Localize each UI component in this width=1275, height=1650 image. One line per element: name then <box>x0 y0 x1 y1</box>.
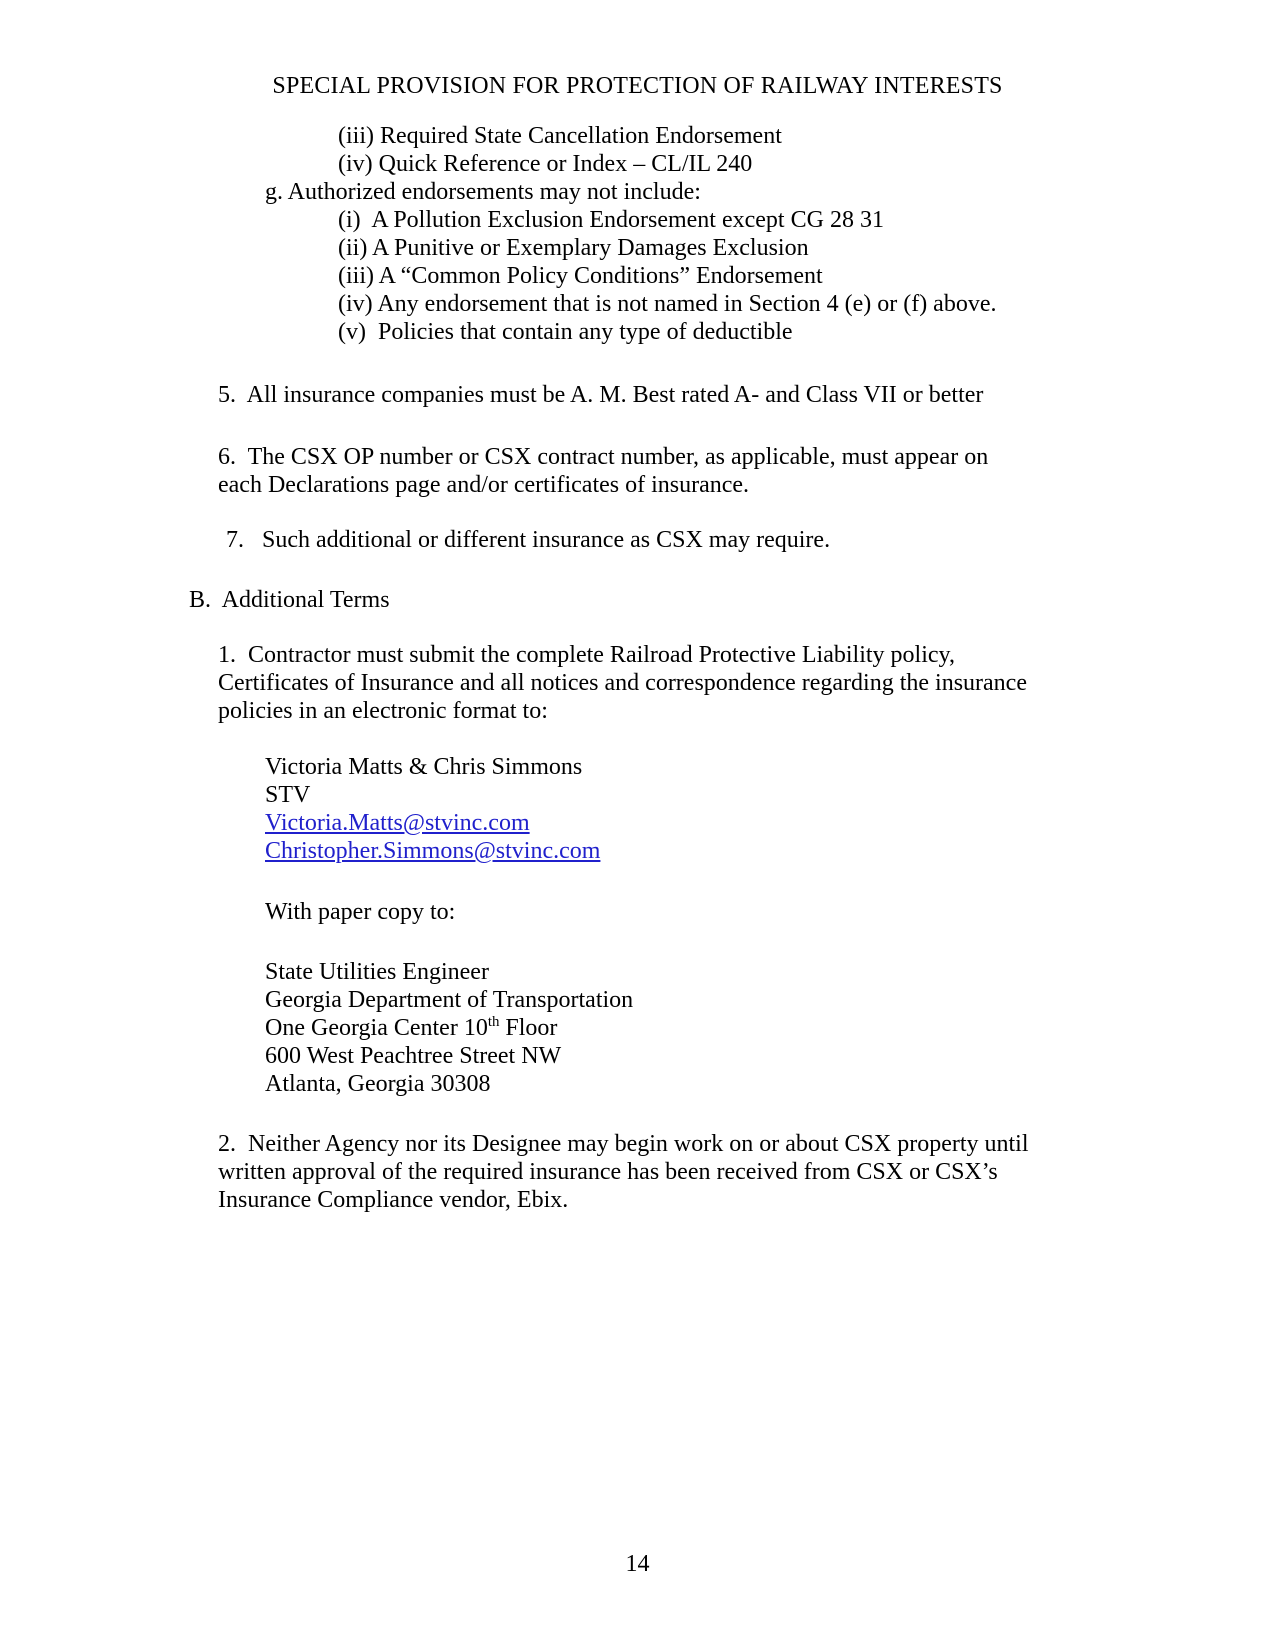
address-line: State Utilities Engineer <box>265 959 489 985</box>
list-item: (iv) Any endorsement that is not named in Section 4 (e) or (f) above. <box>338 291 997 317</box>
address-line-floor-text: Floor <box>499 1015 558 1041</box>
address-line: 600 West Peachtree Street NW <box>265 1043 562 1069</box>
address-line-floor-text: One Georgia Center 10 <box>265 1015 488 1041</box>
ordinal-suffix: th <box>487 1014 500 1030</box>
paper-copy-label: With paper copy to: <box>265 899 456 925</box>
paragraph-line: each Declarations page and/or certificates of insurance. <box>218 472 750 498</box>
paragraph-line: written approval of the required insurance has been received from CSX or CSX’s <box>218 1159 998 1185</box>
list-item: (v) Policies that contain any type of deductible <box>338 319 793 345</box>
page-title: SPECIAL PROVISION FOR PROTECTION OF RAILWAY INTERESTS <box>272 73 1003 99</box>
email-link-victoria[interactable]: Victoria.Matts@stvinc.com <box>265 810 530 836</box>
page-number: 14 <box>625 1551 650 1577</box>
list-heading-g: g. Authorized endorsements may not include: <box>265 179 701 205</box>
list-item: (iii) Required State Cancellation Endorsement <box>338 123 782 149</box>
section-b-heading: B. Additional Terms <box>189 587 390 613</box>
list-item: (i) A Pollution Exclusion Endorsement except CG 28 31 <box>338 207 884 233</box>
paragraph-item-7: 7. Such additional or different insurance as CSX may require. <box>226 527 831 553</box>
paragraph-item-6 <box>218 443 1098 499</box>
paragraph-line: 1. Contractor must submit the complete Railroad Protective Liability policy, <box>218 642 955 668</box>
paragraph-item-2 <box>218 1130 1098 1214</box>
contact-email-row <box>265 837 1275 865</box>
address-line-floor <box>265 1014 1275 1042</box>
address-line: Atlanta, Georgia 30308 <box>265 1071 491 1097</box>
contact-email-row <box>265 809 1275 837</box>
paragraph-line: Insurance Compliance vendor, Ebix. <box>218 1187 569 1213</box>
contact-company: STV <box>265 782 311 808</box>
paragraph-line: 6. The CSX OP number or CSX contract number, as applicable, must appear on <box>218 444 989 470</box>
paragraph-line: Certificates of Insurance and all notices and correspondence regarding the insurance <box>218 670 1027 696</box>
mailing-address-block <box>265 958 1275 1098</box>
contact-block <box>265 753 1275 865</box>
paragraph-item-5: 5. All insurance companies must be A. M. Best rated A- and Class VII or better <box>218 382 984 408</box>
address-line: Georgia Department of Transportation <box>265 987 634 1013</box>
paragraph-item-1 <box>218 641 1098 725</box>
email-link-christopher[interactable]: Christopher.Simmons@stvinc.com <box>265 838 601 864</box>
paragraph-line: 2. Neither Agency nor its Designee may begin work on or about CSX property until <box>218 1131 1029 1157</box>
contact-names: Victoria Matts & Chris Simmons <box>265 754 583 780</box>
endorsement-list <box>0 122 1275 346</box>
paragraph-line: policies in an electronic format to: <box>218 698 548 724</box>
list-item: (iv) Quick Reference or Index – CL/IL 240 <box>338 151 753 177</box>
list-item: (ii) A Punitive or Exemplary Damages Exclusion <box>338 235 809 261</box>
list-item: (iii) A “Common Policy Conditions” Endorsement <box>338 263 823 289</box>
